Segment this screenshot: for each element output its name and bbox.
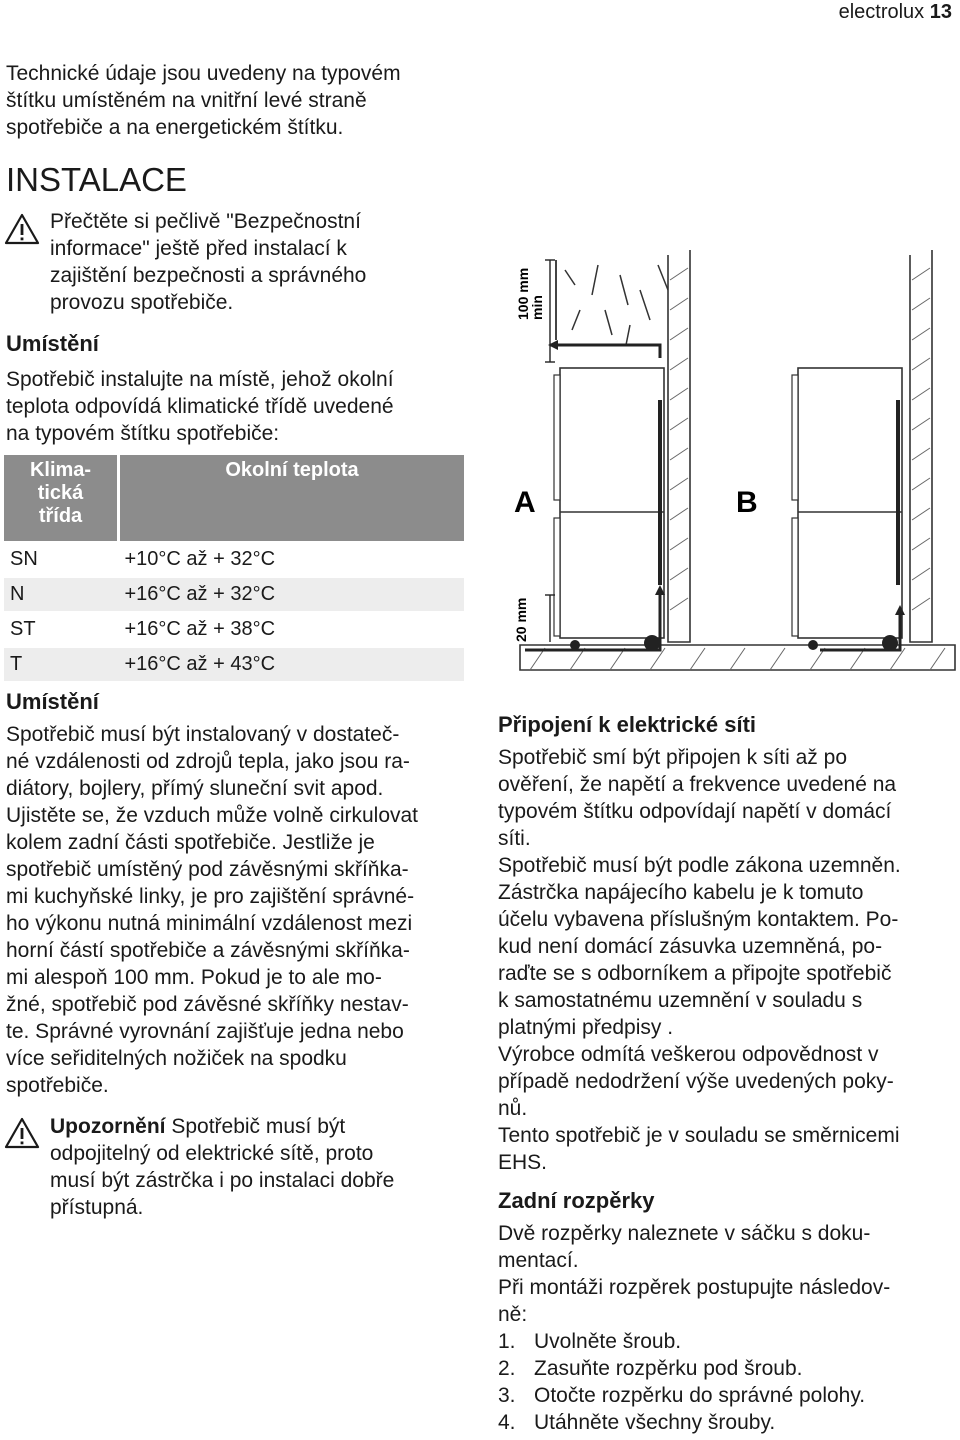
electric-line: Spotřebič musí být podle zákona uzemněn.: [498, 854, 901, 877]
spacers-line: Dvě rozpěrky naleznete v sáčku s doku-: [498, 1222, 871, 1245]
placement2-line: žné, spotřebič pod závěsné skříňky nestav-: [6, 993, 409, 1016]
warning-line: odpojitelný od elektrické sítě, proto: [50, 1142, 374, 1165]
dimension-bottom-label: 20 mm: [513, 597, 529, 642]
fridge-a: [560, 368, 664, 638]
electric-line: Výrobce odmítá veškerou odpovědnost v: [498, 1043, 879, 1066]
brand-name: electrolux: [838, 1, 925, 23]
placement-text-2: [6, 721, 476, 1099]
placement2-line: více seřiditelných nožiček na spodku: [6, 1047, 347, 1070]
placement2-line: spotřebiče.: [6, 1074, 109, 1097]
cabinet-edge: [555, 260, 557, 340]
header-line: Klima-: [29, 459, 92, 481]
table-row: [4, 542, 464, 577]
electric-text: [498, 744, 958, 1176]
column-header-temperature: Okolní teplota: [119, 455, 465, 542]
spacers-line: ně:: [498, 1303, 528, 1326]
temperature-cell: +16°C až + 32°C: [119, 577, 465, 612]
intro-line: štítku umístěném na vnitřní levé straně: [6, 89, 367, 112]
table-row: [4, 612, 464, 647]
dimension-top-label: 100 mm: [515, 267, 531, 320]
safety-note: [50, 208, 366, 316]
spacers-line: mentací.: [498, 1249, 579, 1272]
table-row: [4, 577, 464, 612]
safety-line: Přečtěte si pečlivě "Bezpečnostní: [50, 210, 361, 233]
placement2-line: mi kuchyňské linky, je pro zajištění správné-: [6, 885, 415, 908]
list-item: [498, 1409, 958, 1436]
warning-line: musí být zástrčka i po instalaci dobře: [50, 1169, 395, 1192]
list-item: [498, 1382, 958, 1409]
step-number: 4.: [498, 1411, 516, 1434]
class-cell: SN: [4, 542, 119, 577]
placement-heading-2: Umístění: [6, 689, 99, 714]
page-header: [839, 0, 952, 24]
spacer-steps-list: [498, 1328, 958, 1436]
placement-heading: Umístění: [6, 331, 99, 356]
header-line: tická: [37, 482, 84, 504]
placement2-line: spotřebič umístěný pod závěsnými skříňka-: [6, 858, 409, 881]
cabinet-hatch: [565, 265, 668, 345]
warning-first-line: [50, 1113, 394, 1140]
fridge-b: [798, 368, 902, 638]
class-cell: N: [4, 577, 119, 612]
placement2-line: kolem zadní části spotřebiče. Jestliže je: [6, 831, 375, 854]
table-header-row: [4, 455, 464, 542]
warning-bold-label: Upozornění: [50, 1115, 166, 1138]
electric-line: účelu vybavena příslušným kontaktem. Po-: [498, 908, 899, 931]
safety-line: informace" ještě před instalací k: [50, 237, 347, 260]
step-text: Utáhněte všechny šrouby.: [534, 1411, 776, 1434]
intro-line: Technické údaje jsou uvedeny na typovém: [6, 62, 401, 85]
installation-title: INSTALACE: [6, 161, 187, 198]
header-line: třída: [38, 505, 83, 527]
warning-line: přístupná.: [50, 1196, 144, 1219]
step-text: Uvolněte šroub.: [534, 1330, 682, 1353]
list-item: [498, 1355, 958, 1382]
step-number: 3.: [498, 1384, 516, 1407]
safety-line: zajištění bezpečnosti a správného: [50, 264, 367, 287]
warning-triangle-icon: [4, 213, 40, 245]
page-number: 13: [929, 1, 952, 23]
safety-line: provozu spotřebiče.: [50, 291, 234, 314]
placement-line: Spotřebič instalujte na místě, jehož okolní: [6, 368, 394, 391]
electric-line: síti.: [498, 827, 531, 850]
intro-line: spotřebiče a na energetickém štítku.: [6, 116, 344, 139]
electric-line: EHS.: [498, 1151, 548, 1174]
placement2-line: ho výkonu nutná minimální vzdálenost mezi: [6, 912, 413, 935]
intro-text: [6, 60, 401, 141]
electric-line: raďte se s odborníkem a připojte spotřebič: [498, 962, 892, 985]
warning-text: [50, 1113, 394, 1221]
placement-text: [6, 366, 394, 447]
spacers-heading: Zadní rozpěrky: [498, 1188, 655, 1213]
table-row: [4, 647, 464, 681]
class-cell: ST: [4, 612, 119, 647]
placement2-line: te. Správné vyrovnání zajišťuje jedna nebo: [6, 1020, 404, 1043]
electric-line: Tento spotřebič je v souladu se směrnicemi: [498, 1124, 900, 1147]
electric-line: případě nedodržení výše uvedených poky-: [498, 1070, 894, 1093]
electric-line: typovém štítku odpovídají napětí v domácí: [498, 800, 892, 823]
placement2-line: horní částí spotřebiče a závěsnými skříňka-: [6, 939, 410, 962]
electric-heading: Připojení k elektrické síti: [498, 712, 757, 737]
placement-line: na typovém štítku spotřebiče:: [6, 422, 280, 445]
temperature-cell: +16°C až + 38°C: [119, 612, 465, 647]
column-header-class: [4, 455, 119, 542]
spacers-text: [498, 1220, 958, 1436]
placement2-line: né vzdálenosti od zdrojů tepla, jako jsou ra-: [6, 750, 410, 773]
step-number: 2.: [498, 1357, 516, 1380]
climate-class-table: [4, 455, 464, 681]
electric-line: Zástrčka napájecího kabelu je k tomuto: [498, 881, 864, 904]
electric-line: ověření, že napětí a frekvence uvedené na: [498, 773, 897, 796]
placement-line: teplota odpovídá klimatické třídě uvedené: [6, 395, 394, 418]
label-b: B: [736, 486, 758, 519]
electric-line: k samostatnému uzemnění v souladu s: [498, 989, 863, 1012]
warning-first-text: Spotřebič musí být: [165, 1115, 346, 1138]
class-cell: T: [4, 647, 119, 681]
spacers-line: Při montáži rozpěrek postupujte následov-: [498, 1276, 891, 1299]
placement2-line: Ujistěte se, že vzduch může volně cirkulovat: [6, 804, 419, 827]
temperature-cell: +10°C až + 32°C: [119, 542, 465, 577]
electric-line: kud není domácí zásuvka uzemněná, po-: [498, 935, 883, 958]
installation-diagram: [500, 250, 960, 680]
placement2-line: Spotřebič musí být instalovaný v dostateč-: [6, 723, 400, 746]
step-text: Zasuňte rozpěrku pod šroub.: [534, 1357, 803, 1380]
step-text: Otočte rozpěrku do správné polohy.: [534, 1384, 866, 1407]
warning-triangle-icon: [4, 1117, 40, 1149]
electric-line: nů.: [498, 1097, 528, 1120]
placement2-line: diátory, bojlery, přímý sluneční svit apod.: [6, 777, 384, 800]
placement2-line: mi alespoň 100 mm. Pokud je to ale mo-: [6, 966, 382, 989]
dimension-top-min-label: min: [529, 295, 545, 320]
step-number: 1.: [498, 1330, 516, 1353]
temperature-cell: +16°C až + 43°C: [119, 647, 465, 681]
list-item: [498, 1328, 958, 1355]
electric-line: platnými předpisy .: [498, 1016, 674, 1039]
label-a: A: [514, 486, 536, 519]
electric-line: Spotřebič smí být připojen k síti až po: [498, 746, 847, 769]
